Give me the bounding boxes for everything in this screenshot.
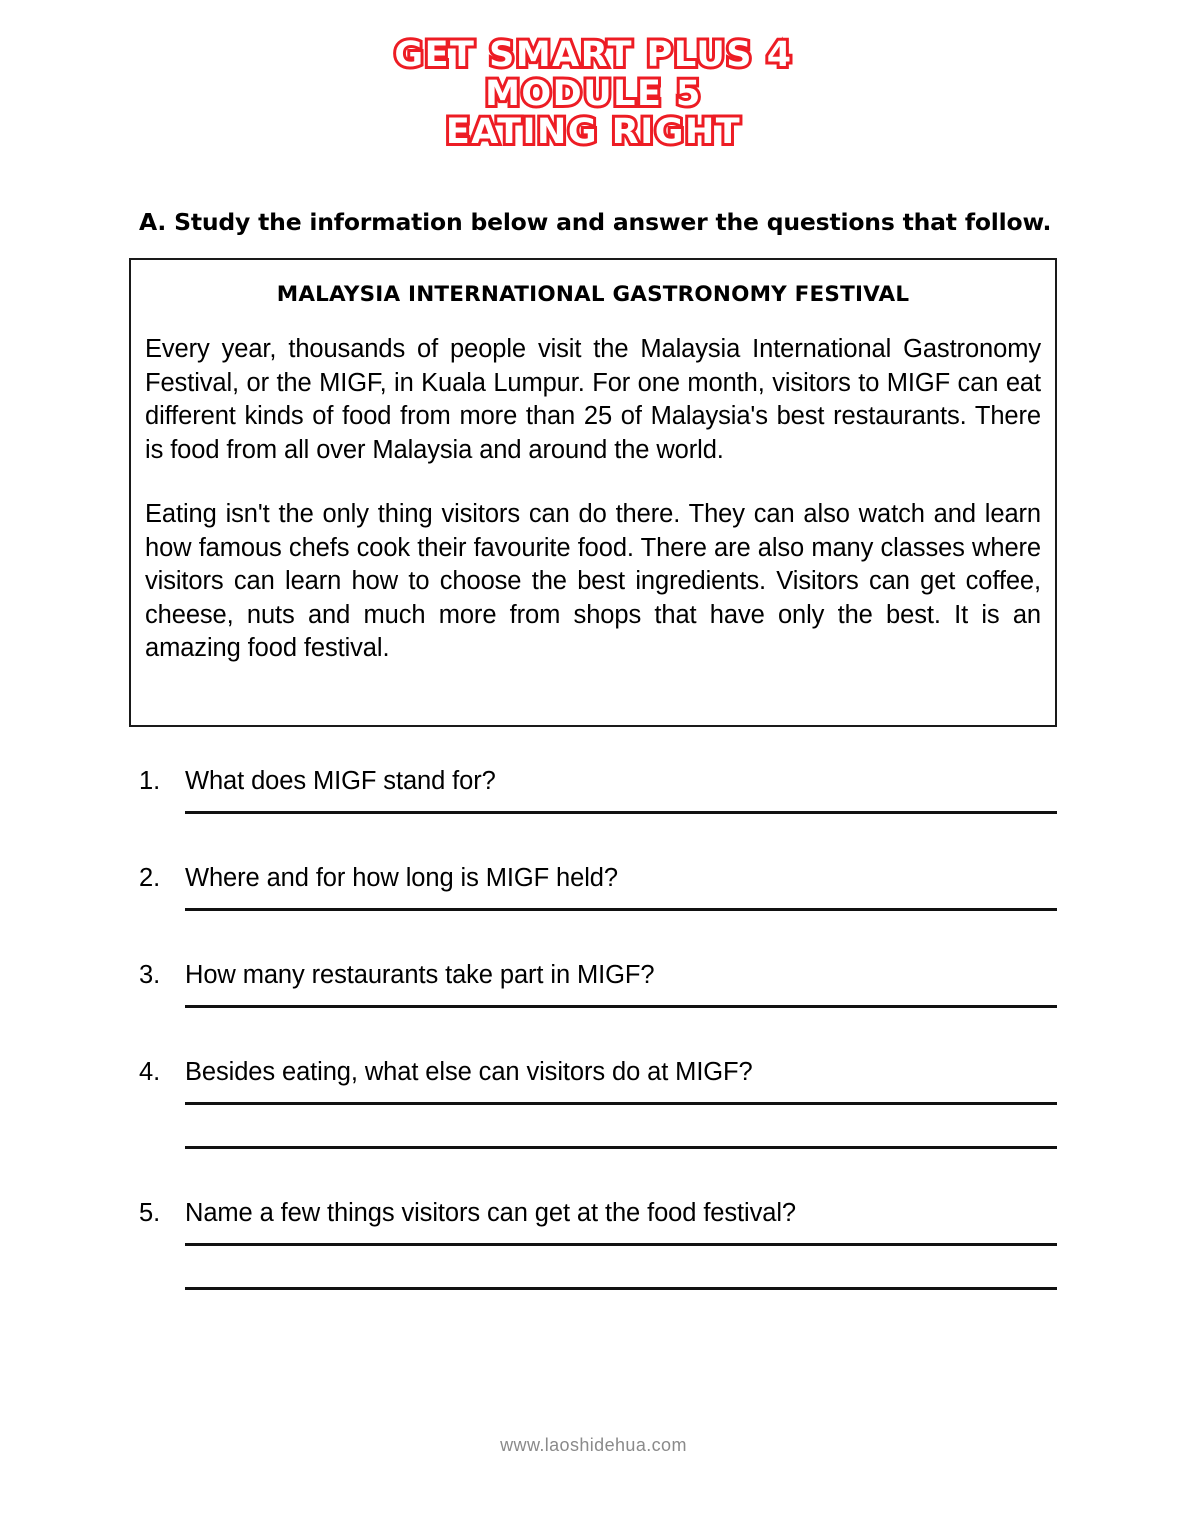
section-instruction: A. Study the information below and answer the questions that follow.	[139, 208, 1052, 236]
question-number: 1.	[139, 767, 161, 795]
question-row	[0, 1056, 1187, 1088]
question-number: 4.	[139, 1058, 161, 1086]
reading-passage-box	[129, 258, 1057, 727]
question-number: 5.	[139, 1199, 161, 1227]
title-line-2: MODULE 5	[485, 73, 702, 114]
question-spacer	[0, 814, 1187, 862]
question-spacer	[0, 1149, 1187, 1197]
question-text: Where and for how long is MIGF held?	[185, 864, 618, 892]
answer-lines	[0, 1243, 1187, 1290]
question-spacer	[0, 1008, 1187, 1056]
question-text: Besides eating, what else can visitors do at MIGF?	[185, 1058, 753, 1086]
answer-line[interactable]	[185, 811, 1057, 814]
answer-lines	[0, 1102, 1187, 1149]
answer-lines	[0, 811, 1187, 814]
question-item	[0, 765, 1187, 814]
question-row	[0, 765, 1187, 797]
passage-paragraph-2	[145, 498, 1041, 666]
passage-heading: MALAYSIA INTERNATIONAL GASTRONOMY FESTIVAL	[276, 282, 910, 307]
question-item	[0, 959, 1187, 1008]
answer-line[interactable]	[185, 1146, 1057, 1149]
question-spacer	[0, 911, 1187, 959]
question-item	[0, 1197, 1187, 1290]
question-row	[0, 862, 1187, 894]
answer-lines	[0, 908, 1187, 911]
passage-paragraph-1-text: Every year, thousands of people visit the Malaysia International Gastronomy Festival, or the MIGF, in Kuala Lumpur. For one month, visitors to MIGF can eat different kinds of food from more than 25 of Malaysia's best restaurants. There is food from all over Malaysia and around the world.	[145, 335, 1041, 464]
footer-url: www.laoshidehua.com	[500, 1435, 687, 1455]
question-item	[0, 1056, 1187, 1149]
question-text: How many restaurants take part in MIGF?	[185, 961, 655, 989]
answer-lines	[0, 1005, 1187, 1008]
questions-list	[0, 765, 1187, 1290]
answer-line[interactable]	[185, 1287, 1057, 1290]
question-number: 2.	[139, 864, 161, 892]
title-line-1: GET SMART PLUS 4	[394, 35, 793, 75]
answer-line[interactable]	[185, 1102, 1057, 1105]
question-text: What does MIGF stand for?	[185, 767, 496, 795]
title-line-3: EATING RIGHT	[445, 112, 742, 153]
question-row	[0, 1197, 1187, 1229]
passage-paragraph-1	[145, 333, 1041, 467]
question-row	[0, 959, 1187, 991]
worksheet-title	[0, 35, 1187, 154]
question-item	[0, 862, 1187, 911]
answer-line[interactable]	[185, 1243, 1057, 1246]
passage-paragraph-2-text: Eating isn't the only thing visitors can do there. They can also watch and learn how famous chefs cook their favourite food. There are also many classes where visitors can learn how to choose the best ingredients. Visitors can get coffee, cheese, nuts and much more from shops that have only the best. It is an amazing food festival.	[145, 500, 1041, 662]
answer-line[interactable]	[185, 908, 1057, 911]
question-number: 3.	[139, 961, 161, 989]
question-text: Name a few things visitors can get at the food festival?	[185, 1199, 796, 1227]
answer-line[interactable]	[185, 1005, 1057, 1008]
